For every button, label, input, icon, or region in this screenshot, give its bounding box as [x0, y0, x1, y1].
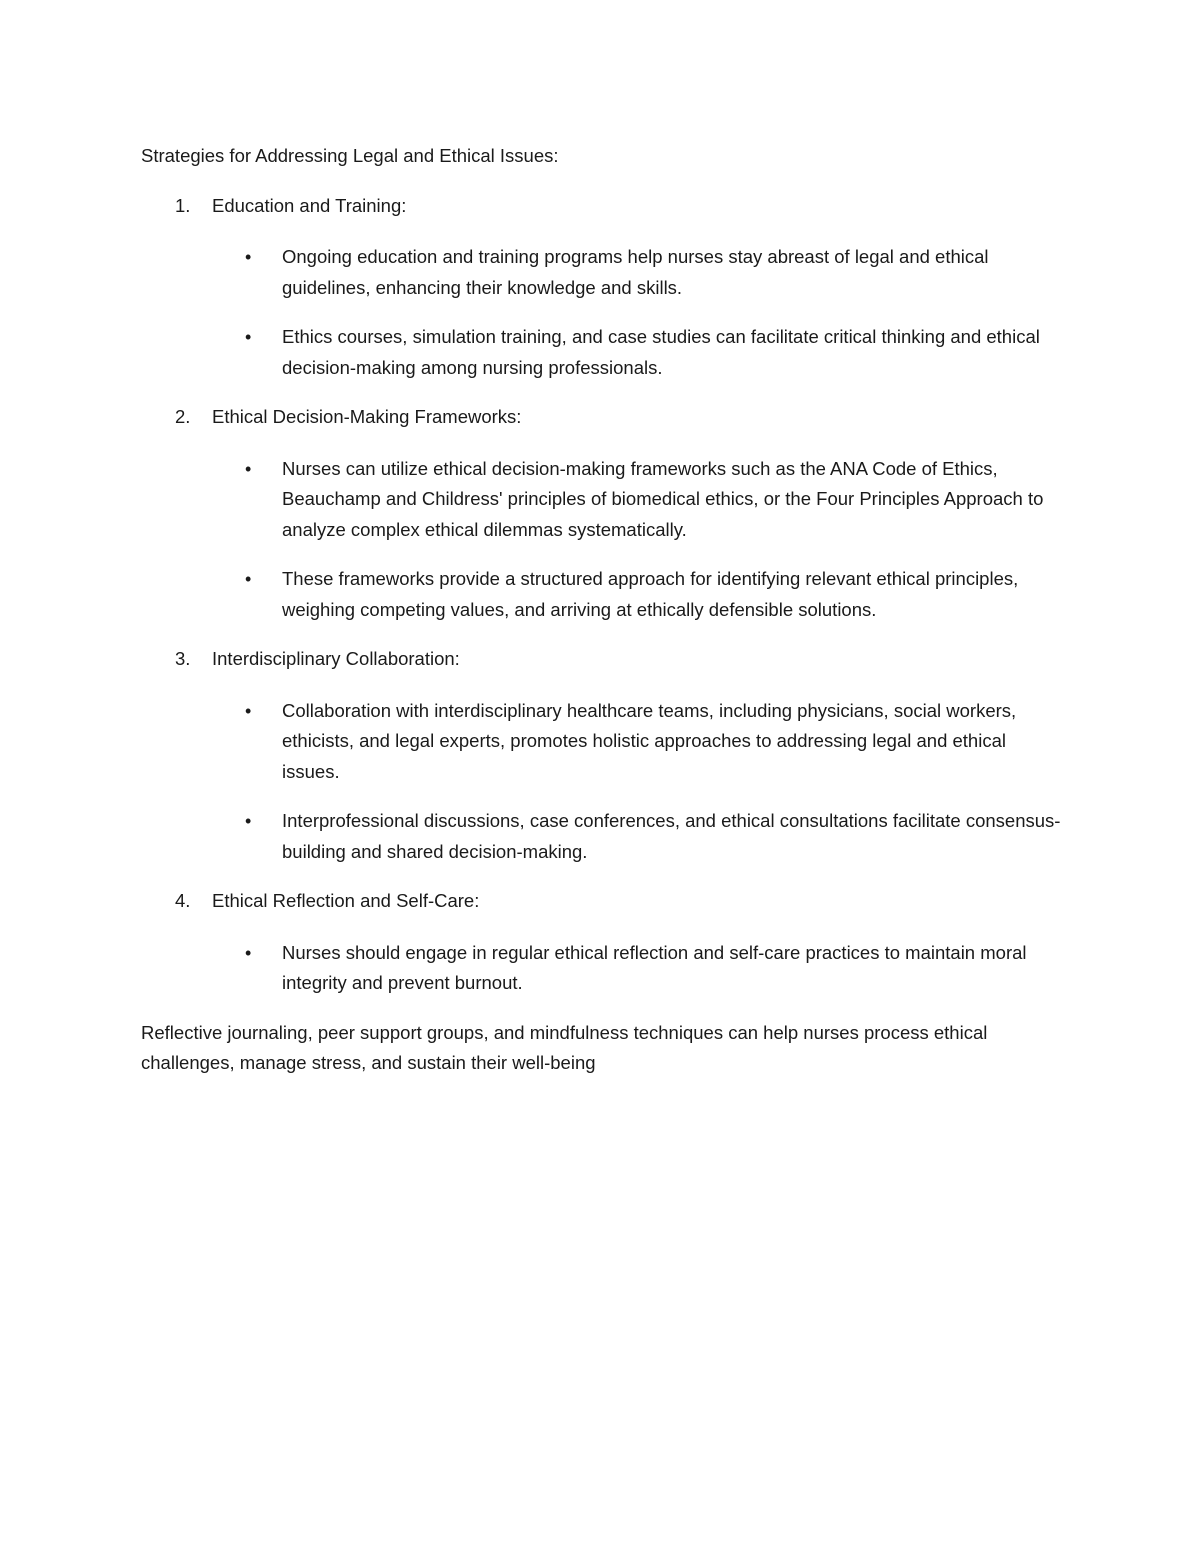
section-title — [141, 644, 1061, 675]
section-interdisciplinary-collaboration — [141, 644, 1061, 867]
bullet-icon: • — [245, 811, 252, 831]
bullet-text: Nurses can utilize ethical decision-making frameworks such as the ANA Code of Ethics, Beauchamp and Childress' principles of biomedical ethics, or the Four Principles Approach to analyze complex ethical dilemmas systematically. — [282, 457, 1044, 540]
bullet-icon: • — [245, 942, 252, 963]
bullet-icon: • — [245, 327, 252, 347]
bullet-item — [141, 806, 1061, 867]
document-body — [141, 141, 1061, 1079]
bullet-item — [141, 454, 1061, 546]
section-title-text: Education and Training: — [212, 194, 407, 216]
section-number: 3. — [175, 648, 191, 669]
section-title — [141, 886, 1061, 917]
section-decision-frameworks — [141, 402, 1061, 625]
section-title — [141, 402, 1061, 433]
section-education-training — [141, 191, 1061, 384]
bullet-text: Ongoing education and training programs help nurses stay abreast of legal and ethical guidelines, enhancing their knowledge and skills. — [282, 246, 989, 298]
bullet-item — [141, 938, 1061, 999]
section-title-text: Ethical Decision-Making Frameworks: — [212, 406, 522, 427]
bullet-icon: • — [245, 700, 252, 721]
closing-paragraph: Reflective journaling, peer support groups, and mindfulness techniques can help nurses process ethical challenges, manage stress, and sustain their well-being — [141, 1021, 988, 1073]
section-title — [141, 191, 1061, 222]
section-number: 1. — [175, 194, 191, 216]
bullet-text: Collaboration with interdisciplinary healthcare teams, including physicians, social workers, ethicists, and legal experts, promotes holistic approaches to addressing legal and ethical issues. — [282, 699, 1017, 782]
bullet-item — [141, 242, 1061, 303]
bullet-text: Interprofessional discussions, case conferences, and ethical consultations facilitate consensus-building and shared decision-making. — [282, 810, 1061, 862]
section-title-text: Interdisciplinary Collaboration: — [212, 648, 460, 669]
bullet-text: These frameworks provide a structured approach for identifying relevant ethical principles, weighing competing values, and arriving at ethically defensible solutions. — [282, 568, 1019, 620]
bullet-icon: • — [245, 247, 252, 267]
bullet-text: Ethics courses, simulation training, and case studies can facilitate critical thinking and ethical decision-making among nursing professionals. — [282, 326, 1040, 378]
bullet-icon: • — [245, 569, 252, 589]
bullet-icon: • — [245, 458, 252, 479]
section-reflection-self-care — [141, 886, 1061, 999]
section-number: 2. — [175, 406, 191, 427]
bullet-text: Nurses should engage in regular ethical reflection and self-care practices to maintain moral integrity and prevent burnout. — [282, 941, 1027, 993]
bullet-item — [141, 696, 1061, 788]
section-title-text: Ethical Reflection and Self-Care: — [212, 890, 480, 911]
bullet-item — [141, 564, 1061, 625]
bullet-item — [141, 322, 1061, 383]
section-number: 4. — [175, 890, 191, 911]
document-heading: Strategies for Addressing Legal and Ethical Issues: — [141, 145, 559, 166]
